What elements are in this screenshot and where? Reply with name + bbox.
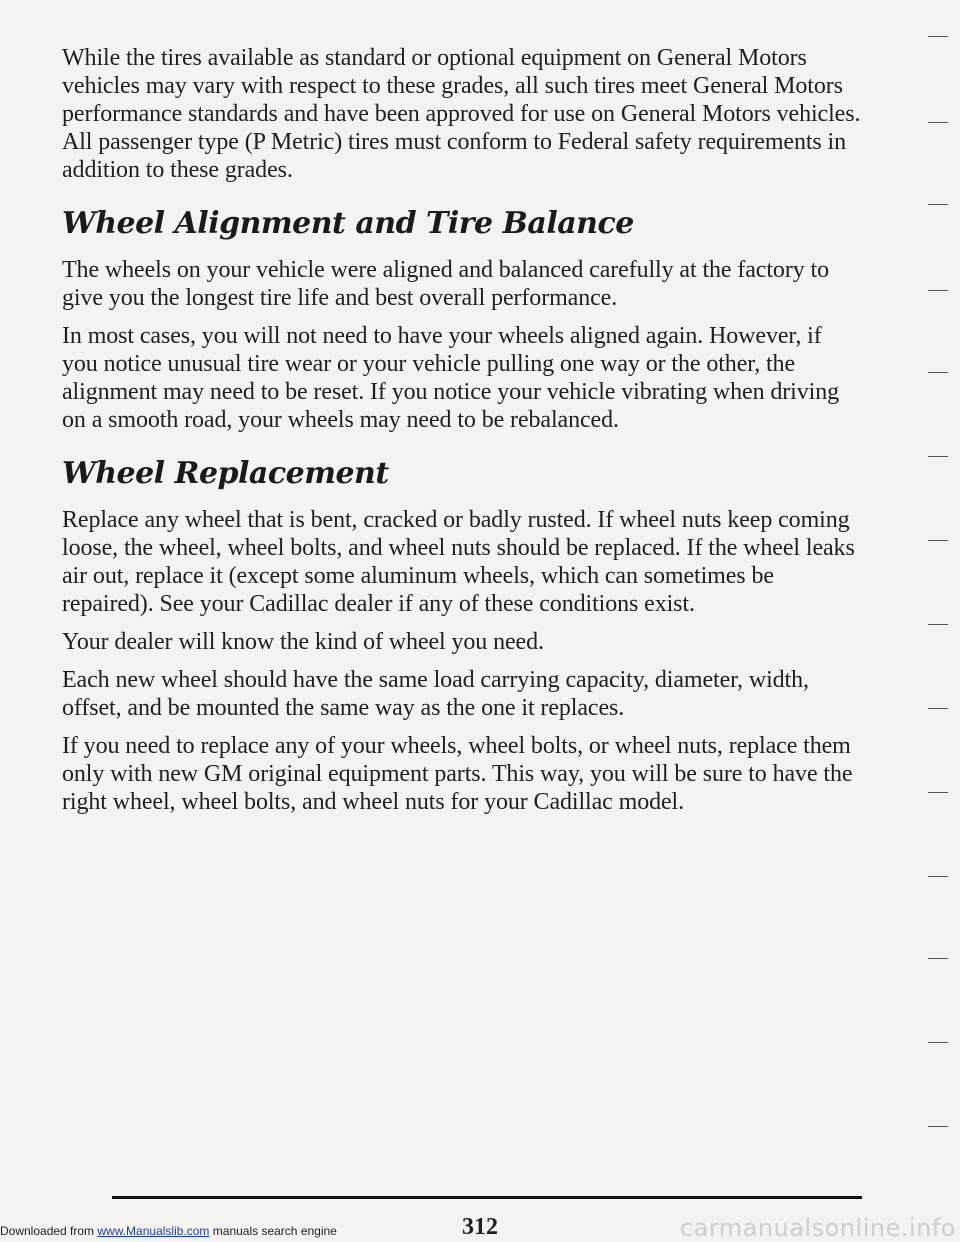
heading-wheel-replacement: Wheel Replacement xyxy=(62,456,389,491)
alignment-paragraph-1: The wheels on your vehicle were aligned and balanced carefully at the factory to give you the longest tire life and best overall performance. xyxy=(62,257,829,311)
margin-tick xyxy=(928,540,948,541)
intro-paragraph: While the tires available as standard or optional equipment on General Motors vehicles may vary with respect to these grades, all such tires meet General Motors performance standards and have been approved for use on General Motors vehicles. All passenger type (P Metric) tires must conform to Federal safety requirements in addition to these grades. xyxy=(62,45,861,183)
margin-tick xyxy=(928,36,948,37)
replacement-paragraph-3: Each new wheel should have the same load carrying capacity, diameter, width, offset, and be mounted the same way as the one it replaces. xyxy=(62,667,809,721)
margin-tick xyxy=(928,1126,948,1127)
replacement-paragraph-2: Your dealer will know the kind of wheel you need. xyxy=(62,629,544,655)
margin-tick xyxy=(928,624,948,625)
margin-tick xyxy=(928,372,948,373)
margin-tick xyxy=(928,204,948,205)
download-suffix: manuals search engine xyxy=(209,1224,337,1238)
replacement-paragraph-4: If you need to replace any of your wheels, wheel bolts, or wheel nuts, replace them only with new GM original equipment parts. This way, you will be sure to have the right wheel, wheel bolts, and wheel nuts for your Cadillac model. xyxy=(62,733,853,815)
margin-tick xyxy=(928,708,948,709)
margin-tick xyxy=(928,958,948,959)
margin-tick xyxy=(928,1042,948,1043)
download-source-banner xyxy=(0,1224,337,1238)
margin-tick xyxy=(928,122,948,123)
alignment-paragraph-2: In most cases, you will not need to have your wheels aligned again. However, if you notice unusual tire wear or your vehicle pulling one way or the other, the alignment may need to be reset. If you notice your vehicle vibrating when driving on a smooth road, your wheels may need to be rebalanced. xyxy=(62,323,839,433)
page-content xyxy=(62,44,862,826)
site-watermark: carmanualsonline.info xyxy=(679,1214,956,1242)
margin-tick xyxy=(928,456,948,457)
margin-tick xyxy=(928,290,948,291)
manualslib-link[interactable]: www.Manualslib.com xyxy=(97,1224,210,1238)
margin-tick-marks xyxy=(920,0,960,1242)
margin-tick xyxy=(928,876,948,877)
replacement-paragraph-1: Replace any wheel that is bent, cracked or badly rusted. If wheel nuts keep coming loose, the wheel, wheel bolts, and wheel nuts should be replaced. If the wheel leaks air out, replace it (except some aluminum wheels, which can sometimes be repaired). See your Cadillac dealer if any of these conditions exist. xyxy=(62,507,855,617)
download-prefix: Downloaded from xyxy=(0,1224,98,1238)
page-number: 312 xyxy=(462,1214,498,1240)
margin-tick xyxy=(928,792,948,793)
heading-wheel-alignment: Wheel Alignment and Tire Balance xyxy=(62,206,634,241)
footer-divider xyxy=(112,1196,862,1199)
